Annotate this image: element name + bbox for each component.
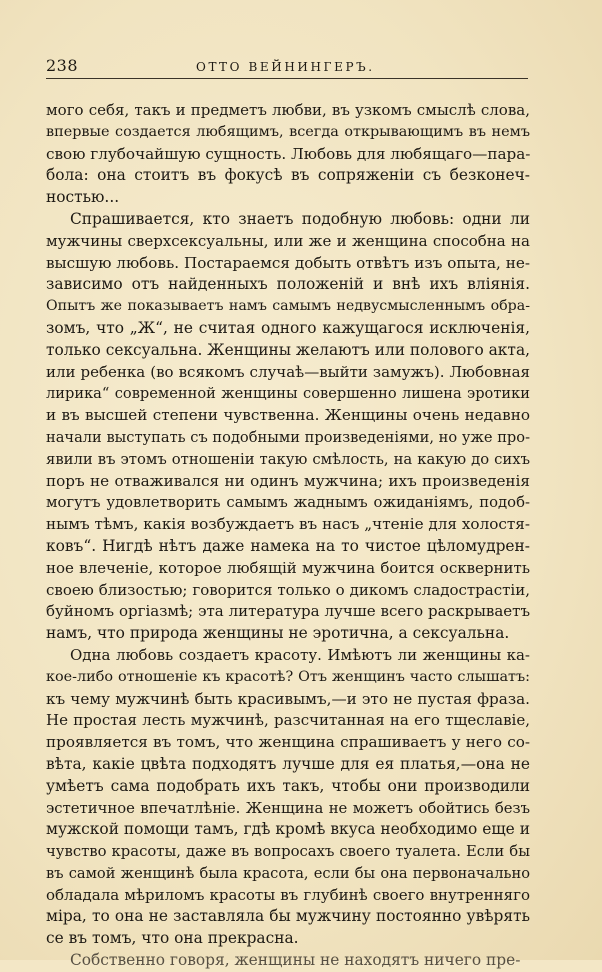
text-line: нымъ тѣмъ, какія возбуждаетъ въ насъ „чтеніе для холостя-	[46, 515, 530, 534]
text-line: ковъ“. Нигдѣ нѣтъ даже намека на то чистое цѣломудрен-	[46, 536, 530, 555]
text-line: ное влеченіе, которое любящій мужчина боится осквернить	[46, 558, 530, 577]
text-line: буйномъ оргіазмѣ; эта литература лучше всего раскрываетъ	[46, 602, 530, 621]
text-line: и въ высшей степени чувственна. Женщины очень недавно	[46, 406, 530, 425]
running-head: ОТТО ВЕЙНИНГЕРЪ.	[196, 60, 375, 74]
text-line: свою глубочайшую сущность. Любовь для любящаго—пара-	[46, 144, 530, 163]
text-line: только сексуальна. Женщины желаютъ или полового акта,	[46, 340, 530, 359]
text-line: Не простая лесть мужчинѣ, разсчитанная на его тщеславіе,	[46, 711, 530, 730]
text-line: въ самой женщинѣ была красота, если бы она первоначально	[46, 864, 530, 882]
text-line: Собственно говоря, женщины не находятъ ничего пре-	[70, 951, 521, 970]
text-line: своею близостью; говорится только о дикомъ сладострастіи,	[46, 580, 530, 599]
text-line: зомъ, что „Ж“, не считая одного кажущагося исключенія,	[46, 318, 530, 337]
text-line: къ чему мужчинѣ быть красивымъ,—и это не пустая фраза.	[46, 689, 530, 708]
text-line: эстетичное впечатлѣніе. Женщина не можетъ обойтись безъ	[46, 799, 530, 817]
text-line: Спрашивается, кто знаетъ подобную любовь: одни ли	[70, 209, 530, 228]
page-header	[46, 56, 528, 82]
text-line: намъ, что природа женщины не эротична, а сексуальна.	[46, 624, 510, 643]
text-line: умѣетъ сама подобрать ихъ такъ, чтобы они производили	[46, 776, 530, 795]
text-line: впервые создается любящимъ, всегда открывающимъ въ немъ	[46, 123, 530, 140]
text-line: чувство красоты, даже въ вопросахъ своего туалета. Если бы	[46, 843, 530, 861]
text-line: мого себя, такъ и предметъ любви, въ узкомъ смыслѣ слова,	[46, 101, 530, 119]
text-line: лирика“ современной женщины совершенно лишена эротики	[46, 385, 530, 403]
header-rule	[46, 78, 528, 79]
text-line: или ребенка (во всякомъ случаѣ—выйти замужъ). Любовная	[46, 362, 530, 381]
text-line: вѣта, какіе цвѣта подходятъ лучше для ея платья,—она не	[46, 754, 530, 773]
body-text	[46, 100, 530, 972]
text-line: поръ не отваживался ни одинъ мужчина; ихъ произведенія	[46, 471, 530, 490]
text-line: высшую любовь. Постараемся добыть отвѣтъ изъ опыта, не-	[46, 253, 530, 272]
text-line: Опытъ же показываетъ намъ самымъ недвусмысленнымъ обра-	[46, 298, 530, 315]
text-line: бола: она стоитъ въ фокусѣ въ сопряженіи съ безконеч-	[46, 166, 530, 185]
text-line: кое-либо отношеніе къ красотѣ? Отъ женщинъ часто слышатъ:	[46, 668, 530, 685]
text-line: обладала мѣриломъ красоты въ глубинѣ своего внутренняго	[46, 885, 530, 904]
text-line: мужчины сверхсексуальны, или же и женщина способна на	[46, 231, 530, 250]
text-line: начали выступать съ подобными произведеніями, но уже про-	[46, 428, 530, 446]
text-line: ностью...	[46, 188, 120, 207]
page-number: 238	[46, 56, 79, 75]
text-line: міра, то она не заставляла бы мужчину постоянно увѣрять	[46, 907, 530, 926]
text-line: проявляется въ томъ, что женщина спрашиваетъ у него со-	[46, 733, 530, 752]
text-line: се въ томъ, что она прекрасна.	[46, 929, 299, 948]
text-line: зависимо отъ найденныхъ положеній и внѣ ихъ вліянія.	[46, 275, 530, 294]
text-line: явили въ этомъ отношеніи такую смѣлость, на какую до сихъ	[46, 450, 530, 468]
text-line: Одна любовь создаетъ красоту. Имѣютъ ли женщины ка-	[70, 645, 530, 664]
text-line: могутъ удовлетворить самымъ жаднымъ ожиданіямъ, подоб-	[46, 494, 530, 512]
text-line: мужской помощи тамъ, гдѣ кромѣ вкуса необходимо еще и	[46, 820, 530, 839]
